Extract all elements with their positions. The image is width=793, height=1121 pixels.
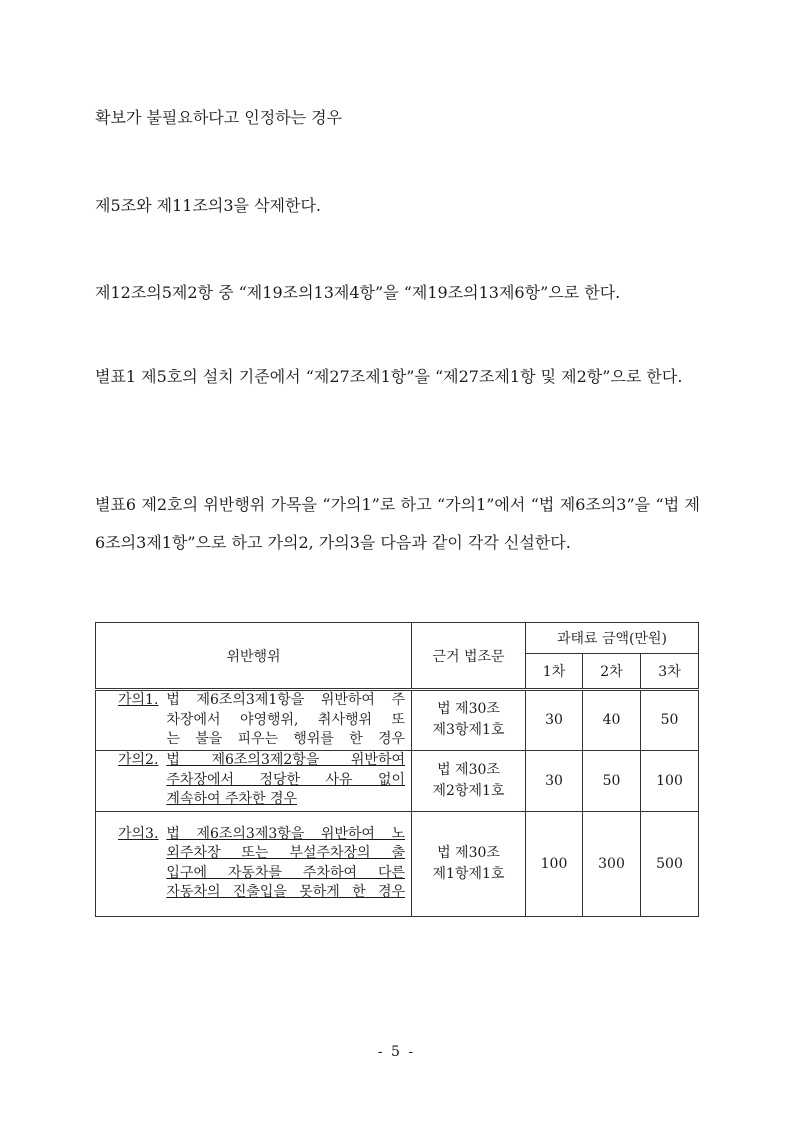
amendment-paragraph: 별표1 제5호의 설치 기준에서 “제27조제1항”을 “제27조제1항 및 제2항”으로 한다. xyxy=(95,367,683,386)
header-third: 3차 xyxy=(641,654,699,690)
header-law: 근거 법조문 xyxy=(412,623,526,690)
law-line: 법 제30조 xyxy=(437,761,500,778)
violation-line: 법 제6조의3제2항을 위반하여 xyxy=(166,752,405,769)
fine-second: 40 xyxy=(583,690,641,751)
violation-line: 입구에 자동차를 주차하여 다른 xyxy=(166,864,405,881)
violation-line: 차장에서 야영행위, 취사행위 또 xyxy=(166,711,405,728)
amendment-paragraph: 제12조의5제2항 중 “제19조의13제4항”을 “제19조의13제6항”으로 한다. xyxy=(95,283,621,302)
law-cell xyxy=(412,750,526,811)
violation-code: 가의3. xyxy=(118,825,159,842)
fine-second: 300 xyxy=(583,811,641,916)
table-row xyxy=(96,690,699,751)
fine-third: 50 xyxy=(641,690,699,751)
violation-code: 가의2. xyxy=(118,752,159,769)
violation-line: 법 제6조의3제1항을 위반하여 주 xyxy=(166,692,405,708)
law-cell xyxy=(412,690,526,751)
law-line: 제1항제1호 xyxy=(432,865,505,882)
table-row xyxy=(96,750,699,811)
violation-line: 는 불을 피우는 행위를 한 경우 xyxy=(166,731,405,747)
violation-line: 자동차의 진출입을 못하게 한 경우 xyxy=(166,884,405,900)
amendment-paragraph: 확보가 불필요하다고 인정하는 경우 xyxy=(95,108,343,127)
fine-first: 30 xyxy=(526,690,583,751)
violation-line: 법 제6조의3제3항을 위반하여 노 xyxy=(166,825,405,842)
law-line: 제3항제1호 xyxy=(432,722,505,739)
violation-cell xyxy=(96,750,412,811)
violation-line: 외주차장 또는 부설주차장의 출 xyxy=(166,845,405,861)
law-line: 제2항제1호 xyxy=(432,782,505,799)
violation-line: 계속하여 주차한 경우 xyxy=(166,791,298,808)
header-second: 2차 xyxy=(583,654,641,690)
violation-cell xyxy=(96,690,412,751)
law-line: 법 제30조 xyxy=(437,844,500,861)
header-first: 1차 xyxy=(526,654,583,690)
page-number: - 5 - xyxy=(377,1044,416,1060)
header-violation: 위반행위 xyxy=(96,623,412,690)
law-line: 법 제30조 xyxy=(437,701,500,718)
fine-first: 100 xyxy=(526,811,583,916)
violation-line: 주차장에서 정당한 사유 없이 xyxy=(166,771,405,788)
violation-code: 가의1. xyxy=(118,692,159,708)
table-row xyxy=(96,811,699,916)
header-fine: 과태료 금액(만원) xyxy=(526,623,699,654)
fine-second: 50 xyxy=(583,750,641,811)
violation-cell xyxy=(96,811,412,916)
amendment-paragraph: 별표6 제2호의 위반행위 가목을 “가의1”로 하고 “가의1”에서 “법 제6조의3”을 “법 제6조의3제1항”으로 하고 가의2, 가의3을 다음과 같이 각각 신설한다. xyxy=(95,495,700,552)
fine-table xyxy=(95,622,699,917)
fine-third: 500 xyxy=(641,811,699,916)
law-cell xyxy=(412,811,526,916)
amendment-paragraph: 제5조와 제11조의3을 삭제한다. xyxy=(95,196,321,215)
fine-third: 100 xyxy=(641,750,699,811)
fine-first: 30 xyxy=(526,750,583,811)
